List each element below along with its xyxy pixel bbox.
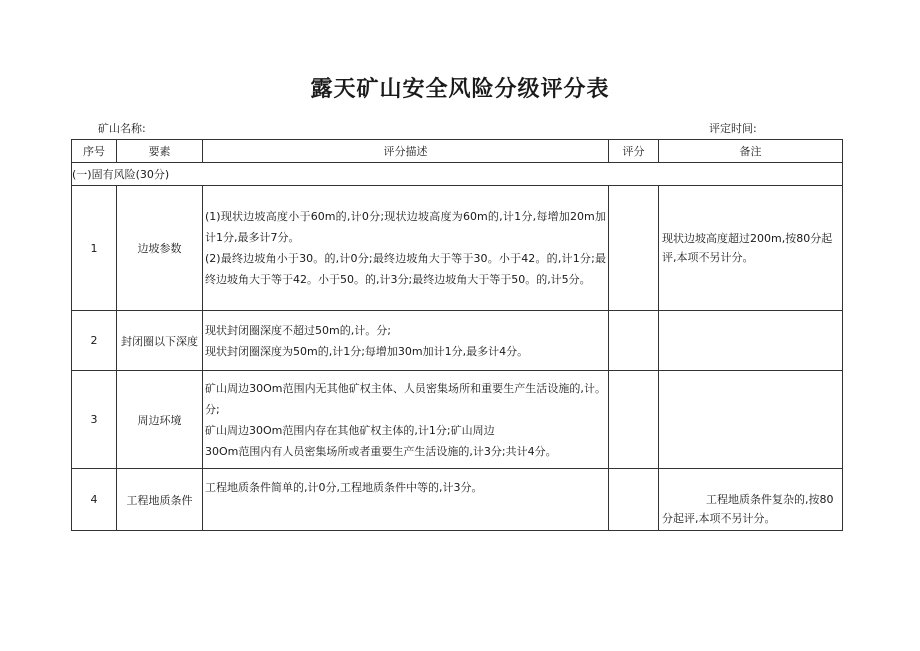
row-desc xyxy=(203,371,609,469)
row-score xyxy=(609,311,659,371)
desc-line: 30Om范围内有人员密集场所或者重要生产生活设施的,计3分;共计4分。 xyxy=(205,444,557,458)
row-score xyxy=(609,186,659,311)
row-remark: 工程地质条件复杂的,按80分起评,本项不另计分。 xyxy=(659,469,843,531)
table-row xyxy=(72,469,843,531)
row-desc xyxy=(203,469,609,531)
header-element: 要素 xyxy=(117,140,203,163)
row-no: 3 xyxy=(72,371,117,469)
row-element: 边坡参数 xyxy=(117,186,203,311)
row-no: 2 xyxy=(72,311,117,371)
row-element: 工程地质条件 xyxy=(117,469,203,531)
desc-line: (2)最终边坡角小于30。的,计0分;最终边坡角大于等于30。小于42。的,计1分;最终边坡角大于等于42。小于50。的,计3分;最终边坡角大于等于50。的,计5分。 xyxy=(205,252,606,286)
section-title: (一)固有风险(30分) xyxy=(72,163,843,186)
eval-time-label: 评定时间: xyxy=(709,122,757,135)
row-score xyxy=(609,371,659,469)
mine-name-label: 矿山名称: xyxy=(98,122,146,135)
desc-line: (1)现状边坡高度小于60m的,计0分;现状边坡高度为60m的,计1分,每增加20m加计1分,最多计7分。 xyxy=(205,210,606,244)
row-remark xyxy=(659,311,843,371)
row-remark: 现状边坡高度超过200m,按80分起评,本项不另计分。 xyxy=(659,186,843,311)
header-score: 评分 xyxy=(609,140,659,163)
header-remark: 备注 xyxy=(659,140,843,163)
row-element: 周边环境 xyxy=(117,371,203,469)
row-element: 封闭圈以下深度 xyxy=(117,311,203,371)
row-no: 1 xyxy=(72,186,117,311)
table-row xyxy=(72,371,843,469)
row-desc xyxy=(203,186,609,311)
row-desc xyxy=(203,311,609,371)
header-no: 序号 xyxy=(72,140,117,163)
row-score xyxy=(609,469,659,531)
page-title: 露天矿山安全风险分级评分表 xyxy=(310,77,610,102)
desc-line: 现状封闭圈深度不超过50m的,计。分; xyxy=(205,323,391,337)
row-no: 4 xyxy=(72,469,117,531)
desc-line: 现状封闭圈深度为50m的,计1分;每增加30m加计1分,最多计4分。 xyxy=(205,344,529,358)
table-row xyxy=(72,186,843,311)
risk-score-table xyxy=(71,139,843,531)
table-row xyxy=(72,311,843,371)
header-desc: 评分描述 xyxy=(203,140,609,163)
row-remark xyxy=(659,371,843,469)
table-header-row xyxy=(72,140,843,163)
desc-line: 工程地质条件简单的,计0分,工程地质条件中等的,计3分。 xyxy=(205,481,483,494)
desc-line: 矿山周边30Om范围内存在其他矿权主体的,计1分;矿山周边 xyxy=(205,423,495,437)
desc-line: 矿山周边30Om范围内无其他矿权主体、人员密集场所和重要生产生活设施的,计。分; xyxy=(205,381,606,416)
section-row xyxy=(72,163,843,186)
